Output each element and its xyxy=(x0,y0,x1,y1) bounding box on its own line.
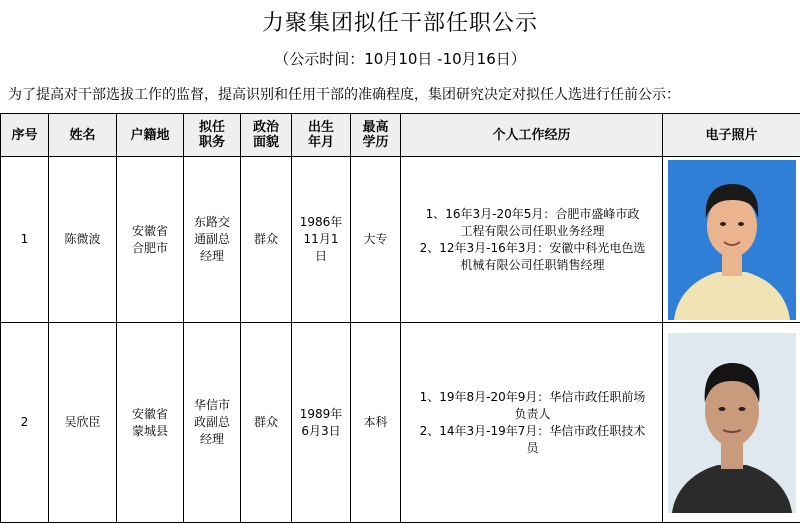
table-header-row xyxy=(1,114,800,157)
cell-education: 大专 xyxy=(351,157,401,323)
cell-hometown xyxy=(117,323,184,523)
header-birth-line1: 出生 xyxy=(307,120,334,135)
cell-hometown-line1: 安徽省 xyxy=(131,223,168,238)
cell-experience xyxy=(401,157,663,323)
photo-left-eye xyxy=(720,222,726,226)
cell-name: 吴欣臣 xyxy=(49,323,117,523)
cell-hometown-line2: 蒙城县 xyxy=(131,423,168,438)
cell-position-line1: 华信市 xyxy=(193,398,230,412)
cell-name: 陈微波 xyxy=(49,157,117,323)
cell-birth-line3: 日 xyxy=(314,249,327,263)
photo-right-eye xyxy=(738,407,745,411)
header-position-line2: 职务 xyxy=(198,135,225,150)
cell-birth xyxy=(292,323,351,523)
header-political-line2: 面貌 xyxy=(252,135,279,150)
notice-period: （公示时间：10月10日 -10月16日） xyxy=(274,50,526,68)
table-row xyxy=(1,157,800,323)
cell-seq: 1 xyxy=(1,157,49,323)
cell-political: 群众 xyxy=(241,157,292,323)
cell-position-line3: 经理 xyxy=(199,249,224,263)
cell-experience-line2: 负责人 xyxy=(514,406,551,421)
cell-political: 群众 xyxy=(241,323,292,523)
header-photo: 电子照片 xyxy=(663,114,800,157)
cell-birth-line1: 1989年 xyxy=(299,406,343,421)
cell-seq: 2 xyxy=(1,323,49,523)
header-experience: 个人工作经历 xyxy=(401,114,663,157)
cell-position xyxy=(184,157,241,323)
cell-hometown xyxy=(117,157,184,323)
cell-birth-line1: 1986年 xyxy=(299,215,343,229)
notice-title: 力聚集团拟任干部任职公示 xyxy=(261,11,538,36)
cell-education: 本科 xyxy=(351,323,401,523)
cell-birth-line2: 11月1 xyxy=(303,232,339,246)
header-education-line2: 学历 xyxy=(362,135,389,150)
cell-photo xyxy=(663,323,800,523)
cell-experience-line2: 工程有限公司任职业务经理 xyxy=(460,223,605,238)
header-education xyxy=(351,114,401,157)
candidate-photo-1 xyxy=(668,160,796,320)
cell-experience-line1: 1、19年8月-20年9月：华信市政任职前场 xyxy=(419,389,646,404)
cell-position-line3: 经理 xyxy=(199,432,224,446)
header-hometown: 户籍地 xyxy=(117,114,184,157)
candidate-photo-2 xyxy=(668,333,796,513)
notice-intro: 为了提高对干部选拔工作的监督，提高识别和任用干部的准确程度，集团研究决定对拟任人选进行任前公示： xyxy=(8,87,680,103)
header-education-line1: 最高 xyxy=(362,120,389,135)
header-position-line1: 拟任 xyxy=(198,120,225,135)
cell-experience-line4: 机械有限公司任职销售经理 xyxy=(460,257,605,272)
header-political xyxy=(241,114,292,157)
header-birth-line2: 年月 xyxy=(307,135,334,150)
cell-position-line2: 通副总 xyxy=(193,232,230,246)
cell-experience-line4: 员 xyxy=(526,440,539,455)
cell-photo xyxy=(663,157,800,323)
cell-position xyxy=(184,323,241,523)
cell-experience-line3: 2、12年3月-16年3月：安徽中科光电色选 xyxy=(419,240,646,255)
table-row xyxy=(1,323,800,523)
header-political-line1: 政治 xyxy=(252,120,279,135)
cell-position-line1: 东路交 xyxy=(193,215,230,229)
header-position xyxy=(184,114,241,157)
cell-experience-line1: 1、16年3月-20年5月：合肥市盛峰市政 xyxy=(425,206,640,221)
header-seq: 序号 xyxy=(1,114,49,157)
cell-birth-line2: 6月3日 xyxy=(301,423,341,438)
cell-birth xyxy=(292,157,351,323)
cell-position-line2: 政副总 xyxy=(193,415,230,429)
photo-right-eye xyxy=(738,222,744,226)
cell-experience xyxy=(401,323,663,523)
cell-hometown-line2: 合肥市 xyxy=(131,240,168,255)
header-name: 姓名 xyxy=(49,114,117,157)
header-birth xyxy=(292,114,351,157)
photo-left-eye xyxy=(718,407,725,411)
candidate-table xyxy=(0,113,800,523)
cell-hometown-line1: 安徽省 xyxy=(131,406,168,421)
cell-experience-line3: 2、14年3月-19年7月：华信市政任职技术 xyxy=(419,423,646,438)
